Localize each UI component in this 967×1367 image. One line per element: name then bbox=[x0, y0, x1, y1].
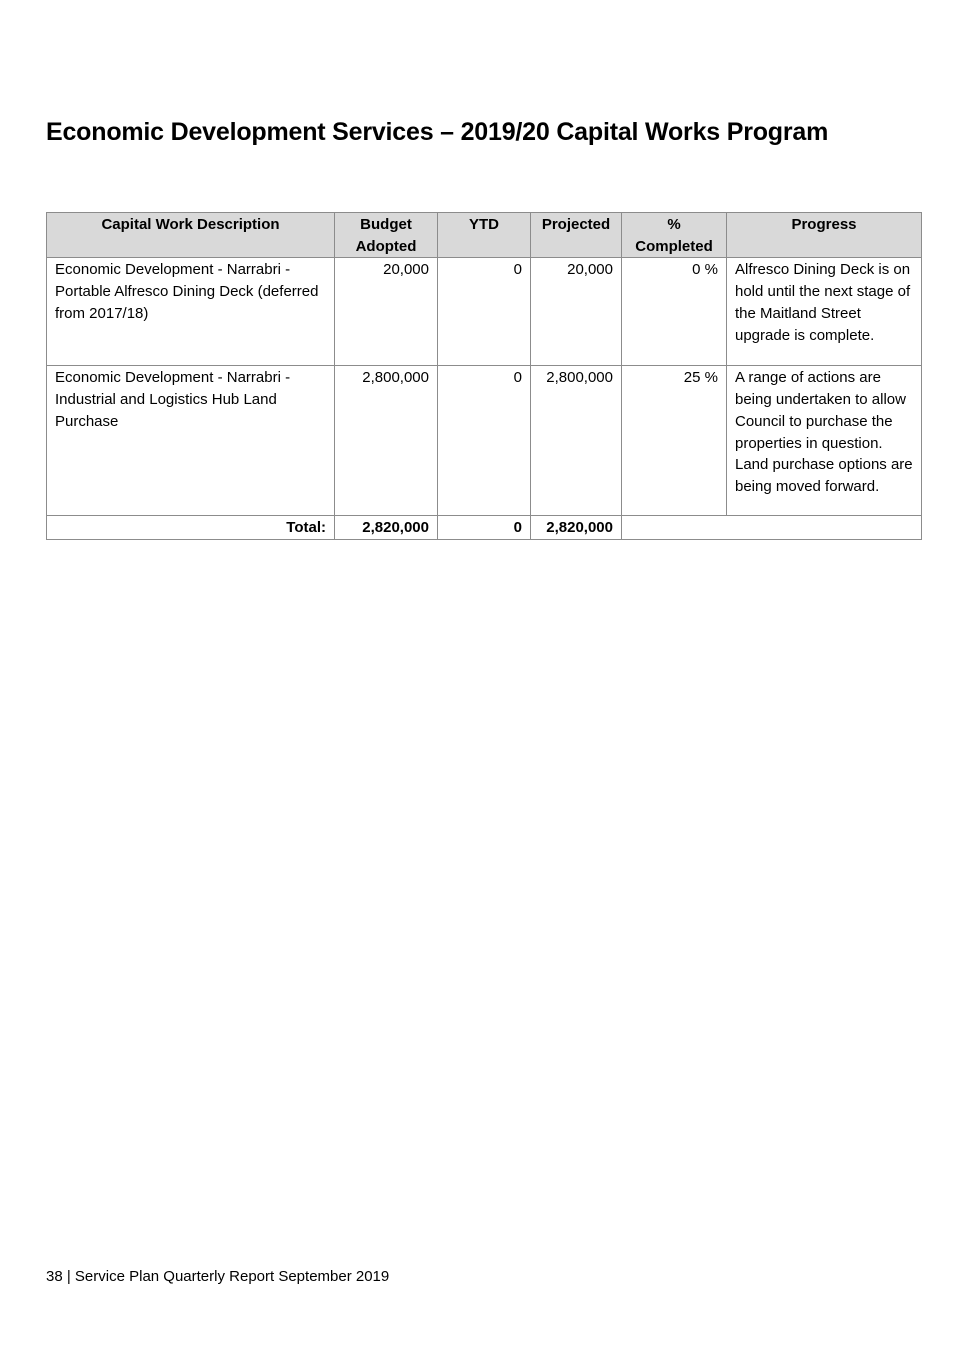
cell-progress: Alfresco Dining Deck is on hold until the next stage of the Maitland Street upgrade is complete. bbox=[727, 258, 922, 366]
cell-projected: 2,800,000 bbox=[531, 366, 622, 516]
header-percent-completed: % Completed bbox=[622, 213, 727, 258]
cell-projected: 20,000 bbox=[531, 258, 622, 366]
capital-works-table bbox=[46, 212, 922, 540]
cell-ytd: 0 bbox=[438, 258, 531, 366]
table-header-row bbox=[47, 213, 922, 258]
cell-percent-completed: 25 % bbox=[622, 366, 727, 516]
table-row bbox=[47, 366, 922, 516]
cell-progress: A range of actions are being undertaken to allow Council to purchase the properties in question. Land purchase options are being moved forward. bbox=[727, 366, 922, 516]
total-ytd: 0 bbox=[438, 516, 531, 540]
header-progress: Progress bbox=[727, 213, 922, 258]
cell-budget-adopted: 20,000 bbox=[335, 258, 438, 366]
total-projected: 2,820,000 bbox=[531, 516, 622, 540]
header-projected: Projected bbox=[531, 213, 622, 258]
cell-description: Economic Development - Narrabri - Portable Alfresco Dining Deck (deferred from 2017/18) bbox=[47, 258, 335, 366]
header-description: Capital Work Description bbox=[47, 213, 335, 258]
total-row bbox=[47, 516, 922, 540]
header-budget-adopted: Budget Adopted bbox=[335, 213, 438, 258]
total-empty-cell bbox=[622, 516, 922, 540]
page-footer: 38 | Service Plan Quarterly Report September 2019 bbox=[46, 1268, 390, 1285]
total-budget-adopted: 2,820,000 bbox=[335, 516, 438, 540]
cell-ytd: 0 bbox=[438, 366, 531, 516]
cell-description: Economic Development - Narrabri - Industrial and Logistics Hub Land Purchase bbox=[47, 366, 335, 516]
cell-percent-completed: 0 % bbox=[622, 258, 727, 366]
table-row bbox=[47, 258, 922, 366]
page-title: Economic Development Services – 2019/20 Capital Works Program bbox=[46, 118, 829, 146]
total-label: Total: bbox=[47, 516, 335, 540]
cell-budget-adopted: 2,800,000 bbox=[335, 366, 438, 516]
header-ytd: YTD bbox=[438, 213, 531, 258]
